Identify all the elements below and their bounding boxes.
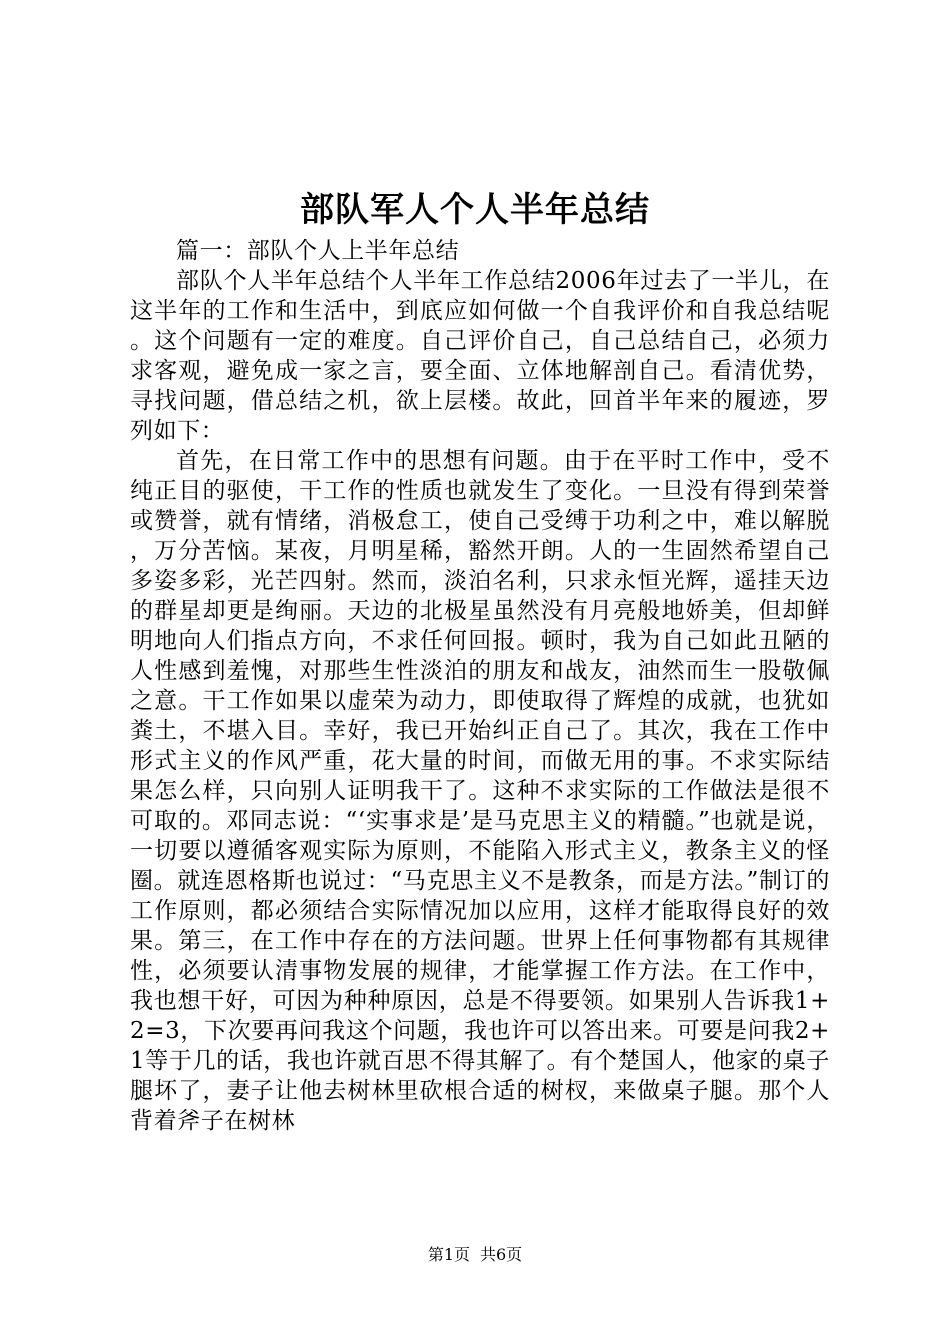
body-paragraph: 首先，在日常工作中的思想有问题。由于在平时工作中，受不纯正目的驱使，干工作的性质也就发生了变化。一旦没有得到荣誉或赞誉，就有情绪，消极怠工，使自己受缚于功利之中，难以解脱，万分苦恼。某夜，月明星稀，豁然开朗。人的一生固然希望自己多姿多彩，光芒四射。然而，淡泊名利，只求永恒光辉，遥挂天边的群星却更是绚丽。天边的北极星虽然没有月亮般地娇美，但却鲜明地向人们指点方向，不求任何回报。顿时，我为自己如此丑陋的人性感到羞愧，对那些生性淡泊的朋友和战友，油然而生一股敬佩之意。干工作如果以虚荣为动力，即使取得了辉煌的成就，也犹如粪土，不堪入目。幸好，我已开始纠正自己了。其次，我在工作中形式主义的作风严重，花大量的时间，而做无用的事。不求实际结果怎么样，只向别人证明我干了。这种不求实际的工作做法是很不可取的。邓同志说：“‘实事求是’是马克思主义的精髓。”也就是说，一切要以遵循客观实际为原则，不能陷入形式主义，教条主义的怪圈。就连恩格斯也说过：“马克思主义不是教条，而是方法。”制订的工作原则，都必须结合实际情况加以应用，这样才能取得良好的效果。第三，在工作中存在的方法问题。世界上任何事物都有其规律性，必须要认清事物发展的规律，才能掌握工作方法。在工作中，我也想干好，可因为种种原因，总是不得要领。如果别人告诉我1+2=3，下次要再问我这个问题，我也许可以答出来。可要是问我2+1等于几的话，我也许就百思不得其解了。有个楚国人，他家的桌子腿坏了，妻子让他去树林里砍根合适的树杈，来做桌子腿。那个人背着斧子在树林 bbox=[130, 448, 830, 1134]
document-body bbox=[130, 236, 830, 1136]
page-footer bbox=[0, 1244, 950, 1266]
document-title: 部队军人个人半年总结 bbox=[300, 190, 650, 230]
page-total: 共6页 bbox=[480, 1245, 523, 1264]
section-heading: 篇一：部队个人上半年总结 bbox=[176, 238, 460, 264]
page-number: 第1页 bbox=[427, 1245, 470, 1264]
body-paragraph: 部队个人半年总结个人半年工作总结2006年过去了一半儿，在这半年的工作和生活中，到底应如何做一个自我评价和自我总结呢。这个问题有一定的难度。自己评价自己，自己总结自己，必须力求客观，避免成一家之言，要全面、立体地解剖自己。看清优势，寻找问题，借总结之机，欲上层楼。故此，回首半年来的履迹，罗列如下： bbox=[130, 268, 830, 444]
